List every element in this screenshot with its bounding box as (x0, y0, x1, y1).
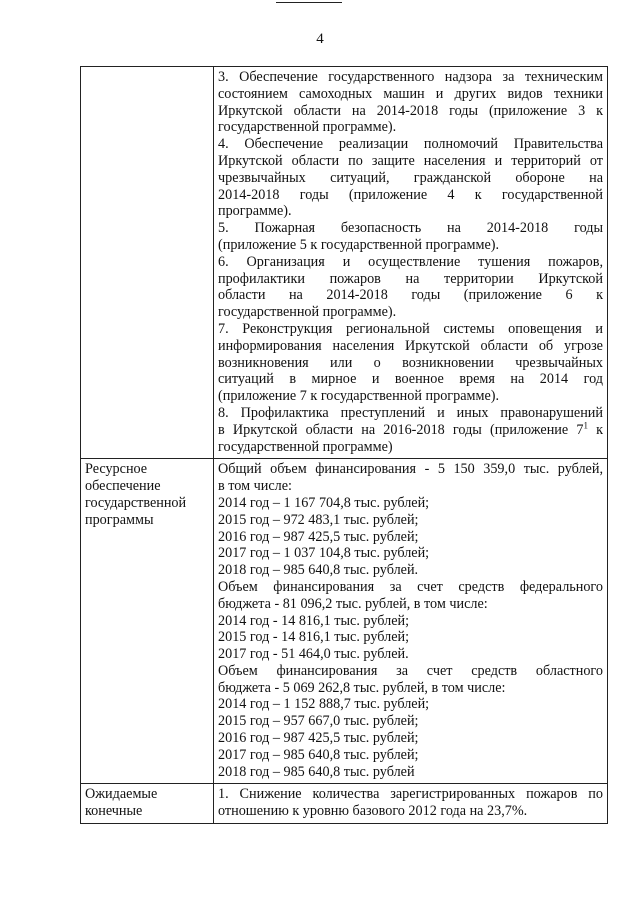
text-line: Объем финансирования за счет средств федерального (218, 578, 603, 595)
table-row (81, 784, 608, 824)
text-line: государственной программе) (218, 438, 393, 455)
table-body (81, 67, 608, 824)
text-line: 2014 год - 14 816,1 тыс. рублей; (218, 612, 410, 629)
text-line: 2015 год - 14 816,1 тыс. рублей; (218, 629, 410, 646)
table-row (81, 67, 608, 459)
row-label: Ожидаемые конечные (81, 784, 214, 824)
text-line: (приложение 7 к государственной программе). (218, 388, 500, 405)
text-line: 2018 год – 985 640,8 тыс. рублей. (218, 562, 419, 579)
text-line: Объем финансирования за счет средств областного (218, 662, 603, 679)
text-line: области на 2014-2018 годы (приложение 6 к (218, 287, 603, 304)
row-content (214, 459, 608, 784)
text-line: в том числе: (218, 478, 292, 495)
text-line: 4. Обеспечение реализации полномочий Правительства (218, 136, 603, 153)
superscript: 1 (583, 420, 588, 430)
text-line: 2017 год – 1 037 104,8 тыс. рублей; (218, 545, 430, 562)
text-line: 2014 год – 1 167 704,8 тыс. рублей; (218, 494, 430, 511)
row-content (214, 67, 608, 459)
table-row (81, 459, 608, 784)
text-line: 8. Профилактика преступлений и иных правонарушений (218, 404, 603, 421)
page-number: 4 (316, 31, 324, 47)
text-line: возникновения или о возникновении чрезвычайных (218, 354, 603, 371)
row-content (214, 784, 608, 824)
text-line: Иркутской области по защите населения и территорий от (218, 152, 603, 169)
text-line: 2018 год – 985 640,8 тыс. рублей (218, 763, 415, 780)
text-line-tail: к (587, 421, 603, 438)
text-line: (приложение 5 к государственной программе). (218, 236, 500, 253)
text-line: состоянием самоходных машин и других видов техники (218, 85, 603, 102)
text-line (218, 422, 603, 439)
top-rule (276, 2, 342, 3)
text-line: 2015 год – 957 667,0 тыс. рублей; (218, 713, 419, 730)
row-label: Ресурсное обеспечение государственной программы (81, 459, 214, 784)
text-line: государственной программе). (218, 304, 397, 321)
text-line: 3. Обеспечение государственного надзора за техническим (218, 69, 603, 85)
text-line: 2015 год – 972 483,1 тыс. рублей; (218, 511, 419, 528)
text-line-main: в Иркутской области на 2016-2018 годы (приложение 7 (218, 421, 584, 438)
text-line: бюджета - 81 096,2 тыс. рублей, в том числе: (218, 595, 488, 612)
text-line: программе). (218, 203, 292, 220)
text-line: 7. Реконструкция региональной системы оповещения и (218, 320, 603, 337)
text-line: профилактики пожаров на территории Иркутской (218, 270, 603, 287)
text-line: Иркутской области на 2014-2018 годы (приложение 3 к (218, 102, 603, 119)
text-line: государственной программе). (218, 119, 397, 136)
text-line: ситуаций в мирное и военное время на 2014 год (218, 371, 603, 388)
text-line: 2014 год – 1 152 888,7 тыс. рублей; (218, 696, 430, 713)
text-line: 6. Организация и осуществление тушения пожаров, (218, 253, 603, 270)
text-line: чрезвычайных ситуаций, гражданской обороне на (218, 169, 603, 186)
row-label (81, 67, 214, 459)
text-line: информирования населения Иркутской области об угрозе (218, 337, 603, 354)
text-line: Общий объем финансирования - 5 150 359,0 тыс. рублей, (218, 461, 603, 478)
text-line: 2017 год – 985 640,8 тыс. рублей; (218, 746, 419, 763)
text-line: 2014-2018 годы (приложение 4 к государственной (218, 186, 603, 203)
text-line: 2016 год – 987 425,5 тыс. рублей; (218, 528, 419, 545)
text-line: бюджета - 5 069 262,8 тыс. рублей, в том числе: (218, 679, 506, 696)
text-line: 2017 год - 51 464,0 тыс. рублей. (218, 646, 409, 663)
passport-table (80, 66, 608, 824)
text-line: отношению к уровню базового 2012 года на 23,7%. (218, 803, 528, 820)
text-line: 5. Пожарная безопасность на 2014-2018 годы (218, 220, 603, 237)
text-line: 2016 год – 987 425,5 тыс. рублей; (218, 730, 419, 747)
text-line: 1. Снижение количества зарегистрированных пожаров по (218, 786, 603, 803)
